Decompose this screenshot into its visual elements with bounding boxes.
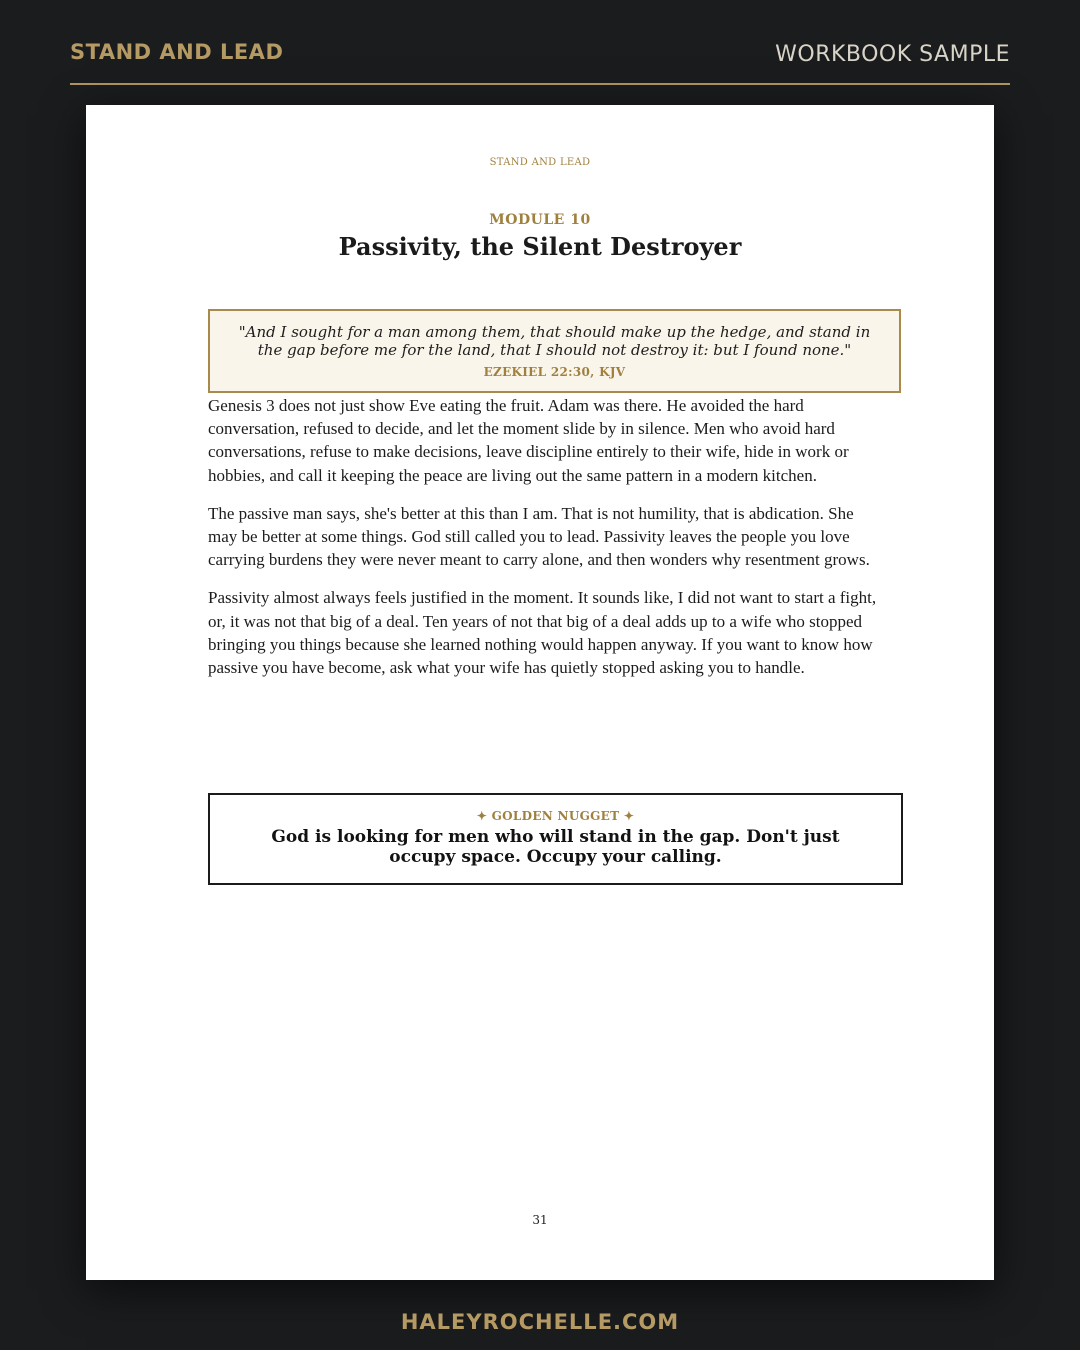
golden-nugget-text: God is looking for men who will stand in the gap. Don't just occupy space. Occupy your calling. — [271, 827, 840, 867]
paragraph: Passivity almost always feels justified in the moment. It sounds like, I did not want to start a fight, or, it was not that big of a deal. Ten years of not that big of a deal adds up to a wife who stopped bringing you things because she learned nothing would happen anyway. If you want to know how passive you have become, ask what your wife has quietly stopped asking you to handle. — [208, 588, 877, 678]
scripture-reference: EZEKIEL 22:30, KJV — [483, 365, 626, 379]
workbook-sample-label: WORKBOOK SAMPLE — [775, 42, 1010, 67]
brand-title: STAND AND LEAD — [70, 40, 284, 64]
paragraph: The passive man says, she's better at this than I am. That is not humility, that is abdication. She may be better at some things. God still called you to lead. Passivity leaves the people you love carrying burdens they were never meant to carry alone, and then wonders why resentment grows. — [208, 503, 870, 570]
golden-nugget-box — [208, 793, 903, 885]
scripture-quote: "And I sought for a man among them, that should make up the hedge, and stand in the gap before me for the land, that I should not destroy it: but I found none." — [238, 323, 871, 359]
paragraph: Genesis 3 does not just show Eve eating the fruit. Adam was there. He avoided the hard conversation, refused to decide, and let the moment slide by in silence. Men who avoid hard conversations, refuse to make decisions, leave discipline entirely to their wife, hide in work or hobbies, and call it keeping the peace are living out the same pattern in a modern kitchen. — [208, 396, 849, 485]
module-label: MODULE 10 — [489, 212, 591, 228]
running-head: STAND AND LEAD — [489, 157, 591, 168]
body-text — [208, 394, 878, 694]
page-title: Passivity, the Silent Destroyer — [338, 232, 742, 261]
workbook-page — [86, 105, 994, 1280]
golden-nugget-label: ✦ GOLDEN NUGGET ✦ — [476, 809, 635, 823]
top-bar — [70, 0, 1010, 85]
footer-website-link[interactable]: HALEYROCHELLE.COM — [400, 1310, 680, 1334]
page-number: 31 — [532, 1213, 548, 1227]
scripture-box — [208, 309, 901, 393]
